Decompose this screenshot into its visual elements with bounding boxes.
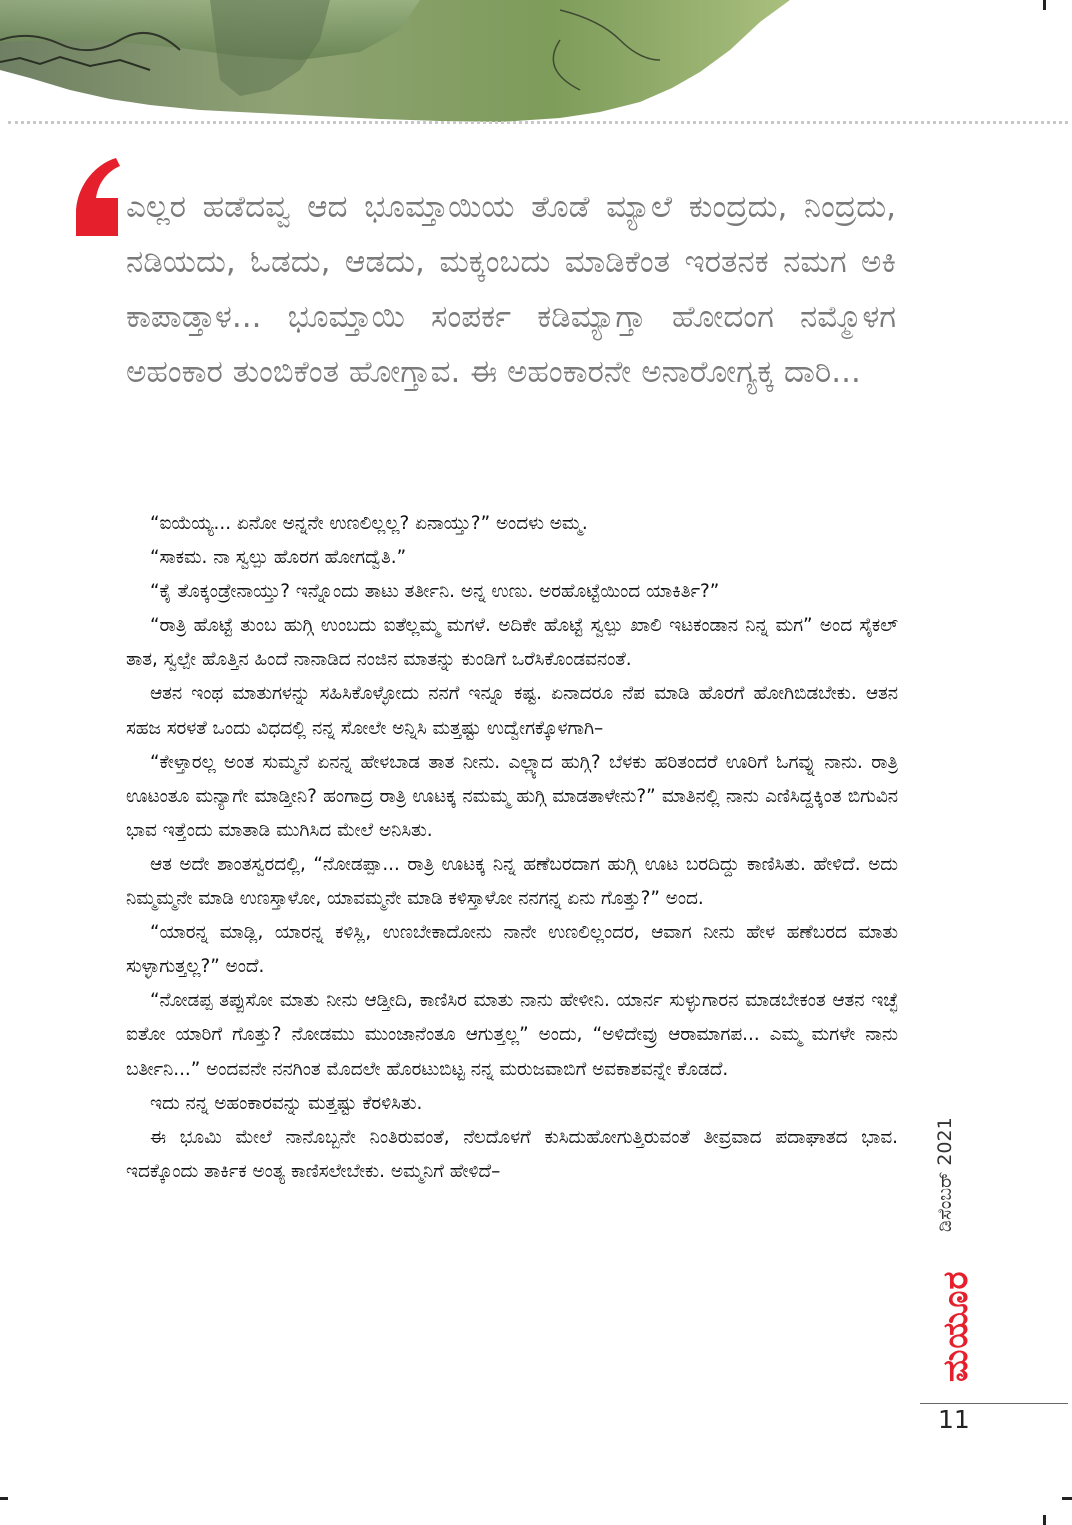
body-paragraph: ಆತನ ಇಂಥ ಮಾತುಗಳನ್ನು ಸಹಿಸಿಕೊಳ್ಳೋದು ನನಗೆ ಇನ್ನೂ ಕಷ್ಟ. ಏನಾದರೂ ನೆಪ ಮಾಡಿ ಹೊರಗೆ ಹೋಗಿಬಿಡಬೇಕು. ಆತನ ಸಹಜ ಸರಳತೆ ಒಂದು ವಿಧದಲ್ಲಿ ನನ್ನ ಸೋಲೇ ಅನ್ನಿಸಿ ಮತ್ತಷ್ಟು ಉದ್ವೇಗಕ್ಕೊಳಗಾಗಿ– [126, 683, 898, 739]
magazine-logo: ಮಯೂರ [936, 1270, 976, 1382]
header-landscape-illustration [0, 0, 1072, 130]
header-dotted-divider [8, 121, 1068, 124]
body-paragraph: “ಯಾರನ್ನ ಮಾಡ್ಲಿ, ಯಾರನ್ನ ಕಳಿಸ್ಲಿ, ಉಣಬೇಕಾದೋನು ನಾನೇ ಉಣಲಿಲ್ಲಂದರ, ಆವಾಗ ನೀನು ಹೇಳ ಹಣೆಬರದ ಮಾತು ಸುಳ್ಳಾಗುತ್ತಲ್ಲ?” ಅಂದೆ. [126, 922, 898, 978]
body-paragraph: “ನೋಡಪ್ಪ ತಪ್ಪುಸೋ ಮಾತು ನೀನು ಆಡ್ತೀದಿ, ಕಾಣಿಸಿರ ಮಾತು ನಾನು ಹೇಳೀನಿ. ಯಾರ್ನ ಸುಳ್ಳುಗಾರನ ಮಾಡಬೇಕಂತ ಆತನ ಇಚ್ಛೆ ಐತೋ ಯಾರಿಗೆ ಗೊತ್ತು? ನೋಡಮು ಮುಂಜಾನೆಂತೂ ಆಗುತ್ತಲ್ಲ” ಅಂದು, “ಅಳಿದೇವ್ರು ಆರಾಮಾಗಪ... ಎಮ್ಮ ಮಗಳೇ ನಾನು ಬರ್ತೀನಿ...” ಅಂದವನೇ ನನಗಿಂತ ಮೊದಲೇ ಹೊರಟುಬಿಟ್ಟ ನನ್ನ ಮರುಜವಾಬಿಗೆ ಅವಕಾಶವನ್ನೇ ಕೊಡದೆ. [126, 990, 898, 1080]
body-paragraph: “ಸಾಕಮ. ನಾ ಸ್ವಲ್ಪು ಹೊರಗ ಹೋಗದ್ವೆತಿ.” [150, 547, 407, 569]
issue-date: ಡಿಸೆಂಬರ್ 2021 [934, 1117, 956, 1232]
crop-mark-bottom-left [0, 1497, 8, 1500]
body-paragraph: “ಕೇಳ್ತಾರಲ್ಲ ಅಂತ ಸುಮ್ಮನೆ ಏನನ್ನ ಹೇಳಬಾಡ ತಾತ ನೀನು. ಎಲ್ಲ್ಯಾದ ಹುಗ್ಗಿ? ಬೆಳಕು ಹರಿತಂದರೆ ಊರಿಗೆ ಓಗವ್ನು ನಾನು. ರಾತ್ರಿ ಊಟಂತೂ ಮನ್ಯಾಗೇ ಮಾಡ್ತೀನಿ? ಹಂಗಾದ್ರ ರಾತ್ರಿ ಊಟಕ್ಕ ನಮಮ್ಮ ಹುಗ್ಗಿ ಮಾಡತಾಳೇನು?” ಮಾತಿನಲ್ಲಿ ನಾನು ಎಣಿಸಿದ್ದಕ್ಕಿಂತ ಬಿಗುವಿನ ಭಾವ ಇತ್ತೆಂದು ಮಾತಾಡಿ ಮುಗಿಸಿದ ಮೇಲೆ ಅನಿಸಿತು. [126, 751, 898, 841]
body-paragraph: “ಕೈ ತೊಕ್ಕಂಡ್ರೇನಾಯ್ತು? ಇನ್ನೊಂದು ತಾಟು ತರ್ತೀನಿ. ಅನ್ನ ಉಣು. ಅರಹೊಟ್ಟೆಯಿಂದ ಯಾಕಿರ್ತಿ?” [150, 581, 720, 603]
body-paragraph: “ರಾತ್ರಿ ಹೊಟ್ಟೆ ತುಂಬ ಹುಗ್ಗಿ ಉಂಬದು ಐತೆಲ್ಲಮ್ಮ ಮಗಳೆ. ಅದಿಕೇ ಹೊಟ್ಟೆ ಸ್ವಲ್ಪು ಖಾಲಿ ಇಟಕಂಡಾನ ನಿನ್ನ ಮಗ” ಅಂದ ಸೈಕಲ್ ತಾತ, ಸ್ವಲ್ಪೇ ಹೊತ್ತಿನ ಹಿಂದೆ ನಾನಾಡಿದ ನಂಜಿನ ಮಾತನ್ನು ಕುಂಡಿಗೆ ಒರೆಸಿಕೊಂಡವನಂತೆ. [126, 615, 898, 671]
crop-mark-bottom-right-tick [1062, 1497, 1072, 1500]
pull-quote [126, 180, 896, 400]
body-paragraph: ಆತ ಅದೇ ಶಾಂತಸ್ವರದಲ್ಲಿ, “ನೋಡಪ್ಪಾ... ರಾತ್ರಿ ಊಟಕ್ಕ ನಿನ್ನ ಹಣೆಬರದಾಗ ಹುಗ್ಗಿ ಊಟ ಬರದಿದ್ದು ಕಾಣಿಸಿತು. ಹೇಳಿದೆ. ಅದು ನಿಮ್ಮಮ್ಮನೇ ಮಾಡಿ ಉಣಸ್ತಾಳೋ, ಯಾವಮ್ಮನೇ ಮಾಡಿ ಕಳಿಸ್ತಾಳೋ ನನಗನ್ನ ಏನು ಗೊತ್ತು?” ಅಂದ. [126, 853, 898, 910]
body-paragraph: “ಐಯೆಯ್ಯ... ಏನೋ ಅನ್ನನೇ ಉಣಲಿಲ್ಲಲ್ಲ? ಏನಾಯ್ತು?” ಅಂದಳು ಅಮ್ಮ. [150, 513, 588, 534]
quote-mark-icon [72, 158, 122, 238]
body-paragraph: ಈ ಭೂಮಿ ಮೇಲೆ ನಾನೊಬ್ಬನೇ ನಿಂತಿರುವಂತೆ, ನೆಲದೊಳಗೆ ಕುಸಿದುಹೋಗುತ್ತಿರುವಂತೆ ತೀವ್ರವಾದ ಪದಾಘಾತದ ಭಾವ. ಇದಕ್ಕೊಂದು ತಾರ್ಕಿಕ ಅಂತ್ಯ ಕಾಣಿಸಲೇಬೇಕು. ಅಮ್ಮನಿಗೆ ಹೇಳಿದೆ– [126, 1126, 898, 1182]
page-number: 11 [938, 1405, 970, 1434]
crop-mark-bottom-right [1043, 1515, 1046, 1525]
article-body [126, 507, 898, 1189]
body-paragraph: ಇದು ನನ್ನ ಅಹಂಕಾರವನ್ನು ಮತ್ತಷ್ಟು ಕೆರಳಿಸಿತು. [150, 1092, 423, 1114]
crop-mark-top-right [1043, 0, 1046, 10]
pull-quote-text: ಎಲ್ಲರ ಹಡೆದವ್ವ ಆದ ಭೂಮ್ತಾಯಿಯ ತೊಡೆ ಮ್ಯಾಲೆ ಕುಂದ್ರದು, ನಿಂದ್ರದು, ನಡಿಯದು, ಓಡದು, ಆಡದು, ಮಕ್ಕಂಬದು ಮಾಡಿಕೆಂತ ಇರತನಕ ನಮಗ ಅಕಿ ಕಾಪಾಡ್ತಾಳ... ಭೂಮ್ತಾಯಿ ಸಂಪರ್ಕ ಕಡಿಮ್ಯಾಗ್ತಾ ಹೋದಂಗ ನಮ್ಮೊಳಗ ಅಹಂಕಾರ ತುಂಬಿಕೆಂತ ಹೋಗ್ತಾವ. ಈ ಅಹಂಕಾರನೇ ಅನಾರೋಗ್ಯಕ್ಕ ದಾರಿ... [126, 189, 896, 390]
page-number-divider [920, 1403, 1068, 1404]
